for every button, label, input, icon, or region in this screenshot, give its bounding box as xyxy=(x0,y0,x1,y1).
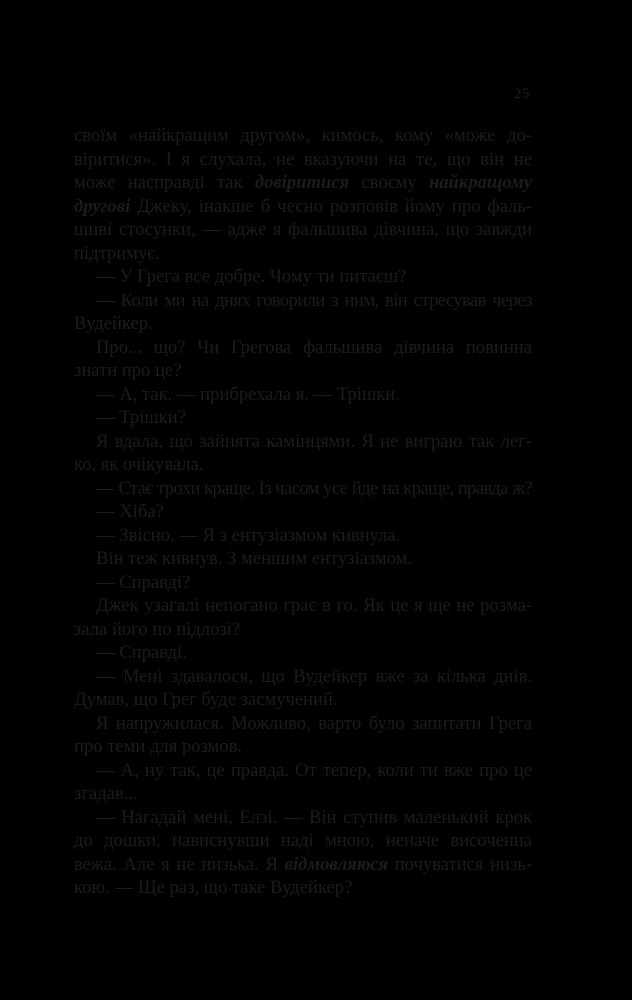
text-run: зала його по підлозі? xyxy=(74,618,241,640)
italic-text: довіритися xyxy=(254,172,350,193)
text-run: — Мені здавалося, що Вудейкер вже за кілька днів. xyxy=(96,665,532,687)
text-run: може насправді так xyxy=(74,172,255,193)
text-line xyxy=(74,477,532,501)
text-line xyxy=(74,406,532,430)
text-run: згадав... xyxy=(74,783,138,804)
text-run: ко, як очікувала. xyxy=(74,454,204,475)
text-run: — А, ну так, це правда. От тепер, коли ти вже про це xyxy=(96,759,532,781)
text-line xyxy=(74,500,532,524)
text-line xyxy=(74,782,532,806)
text-line xyxy=(74,665,532,689)
text-line xyxy=(74,571,532,595)
text-line xyxy=(74,195,532,219)
text-run: Вудейкер. xyxy=(74,313,153,334)
text-line xyxy=(74,524,532,548)
text-run: підтримує. xyxy=(74,242,160,264)
text-line xyxy=(74,618,532,642)
text-run: Я вдала, що зайнята камінцями. Я не виграю так лег- xyxy=(96,430,532,452)
text-run: Він теж кивнув. З меншим ентузіазмом. xyxy=(96,548,413,569)
italic-text: другові xyxy=(74,195,131,217)
text-run: вежа. Але я не низька. Я xyxy=(74,853,285,875)
text-line xyxy=(74,383,532,407)
text-run: Думав, що Грег буде засмучений. xyxy=(74,689,338,710)
text-line xyxy=(74,453,532,477)
text-line xyxy=(74,688,532,712)
text-run: — Стає трохи краще. Із часом усе йде на краще, правда ж? xyxy=(96,477,532,499)
text-line xyxy=(74,759,532,783)
text-line xyxy=(74,218,532,242)
text-line xyxy=(74,547,532,571)
text-run: — Коли ми на днях говорили з ним, він стресував через xyxy=(96,289,532,311)
text-line xyxy=(74,712,532,736)
text-run: Джек узагалі непогано грає в го. Як це я ще не розма- xyxy=(96,595,532,616)
text-line xyxy=(74,289,532,313)
text-run: — У Грега все добре. Чому ти питаєш? xyxy=(96,266,407,287)
text-run: Про... що? Чи Грегова фальшива дівчина повинна xyxy=(96,336,532,358)
text-run: Джеку, інакше б чесно розповів йому про фаль- xyxy=(130,195,532,217)
text-run: — А, так. — прибрехала я. — Трішки. xyxy=(96,383,400,405)
body-text xyxy=(74,124,532,900)
text-run: — Справді? xyxy=(96,571,191,593)
text-line xyxy=(74,336,532,360)
text-line xyxy=(74,312,532,336)
text-line xyxy=(74,594,532,618)
text-run: — Справді. xyxy=(96,642,187,663)
text-run: до дошки, нависнувши наді мною, неначе височенна xyxy=(74,830,532,851)
text-line xyxy=(74,853,532,877)
text-line xyxy=(74,171,532,195)
text-run: віритися». І я слухала, не вказуючи на те, що він не xyxy=(74,148,532,170)
page-number: 25 xyxy=(514,86,530,102)
text-line xyxy=(74,735,532,759)
text-run: своєму xyxy=(349,172,429,193)
text-run: Я напружилася. Можливо, варто було запитати Грега xyxy=(96,712,532,734)
text-run: почуватися низь- xyxy=(387,853,532,875)
text-run: — Трішки? xyxy=(96,407,186,428)
text-run: кою. — Ще раз, що таке Вудейкер? xyxy=(74,877,353,898)
text-line xyxy=(74,265,532,289)
text-line xyxy=(74,806,532,830)
text-line xyxy=(74,829,532,853)
text-line xyxy=(74,876,532,900)
text-run: — Звісно. — Я з ентузіазмом кивнула. xyxy=(96,524,401,546)
text-run: про теми для розмов. xyxy=(74,736,243,757)
italic-text: відмовляюся xyxy=(284,853,388,875)
text-line xyxy=(74,148,532,172)
text-line xyxy=(74,242,532,266)
text-line xyxy=(74,124,532,148)
italic-text: найкращому xyxy=(428,172,532,193)
text-line xyxy=(74,359,532,383)
text-run: — Хіба? xyxy=(96,501,164,522)
text-run: — Нагадай мені, Елзі. — Він ступив маленький крок xyxy=(96,806,532,828)
text-run: шиві стосунки, — адже я фальшива дівчина, що завжди xyxy=(74,219,532,240)
text-run: своїм «найкращим другом», кимось, кому «може до- xyxy=(74,125,532,146)
text-run: знати про це? xyxy=(74,360,182,381)
text-line xyxy=(74,641,532,665)
text-line xyxy=(74,430,532,454)
